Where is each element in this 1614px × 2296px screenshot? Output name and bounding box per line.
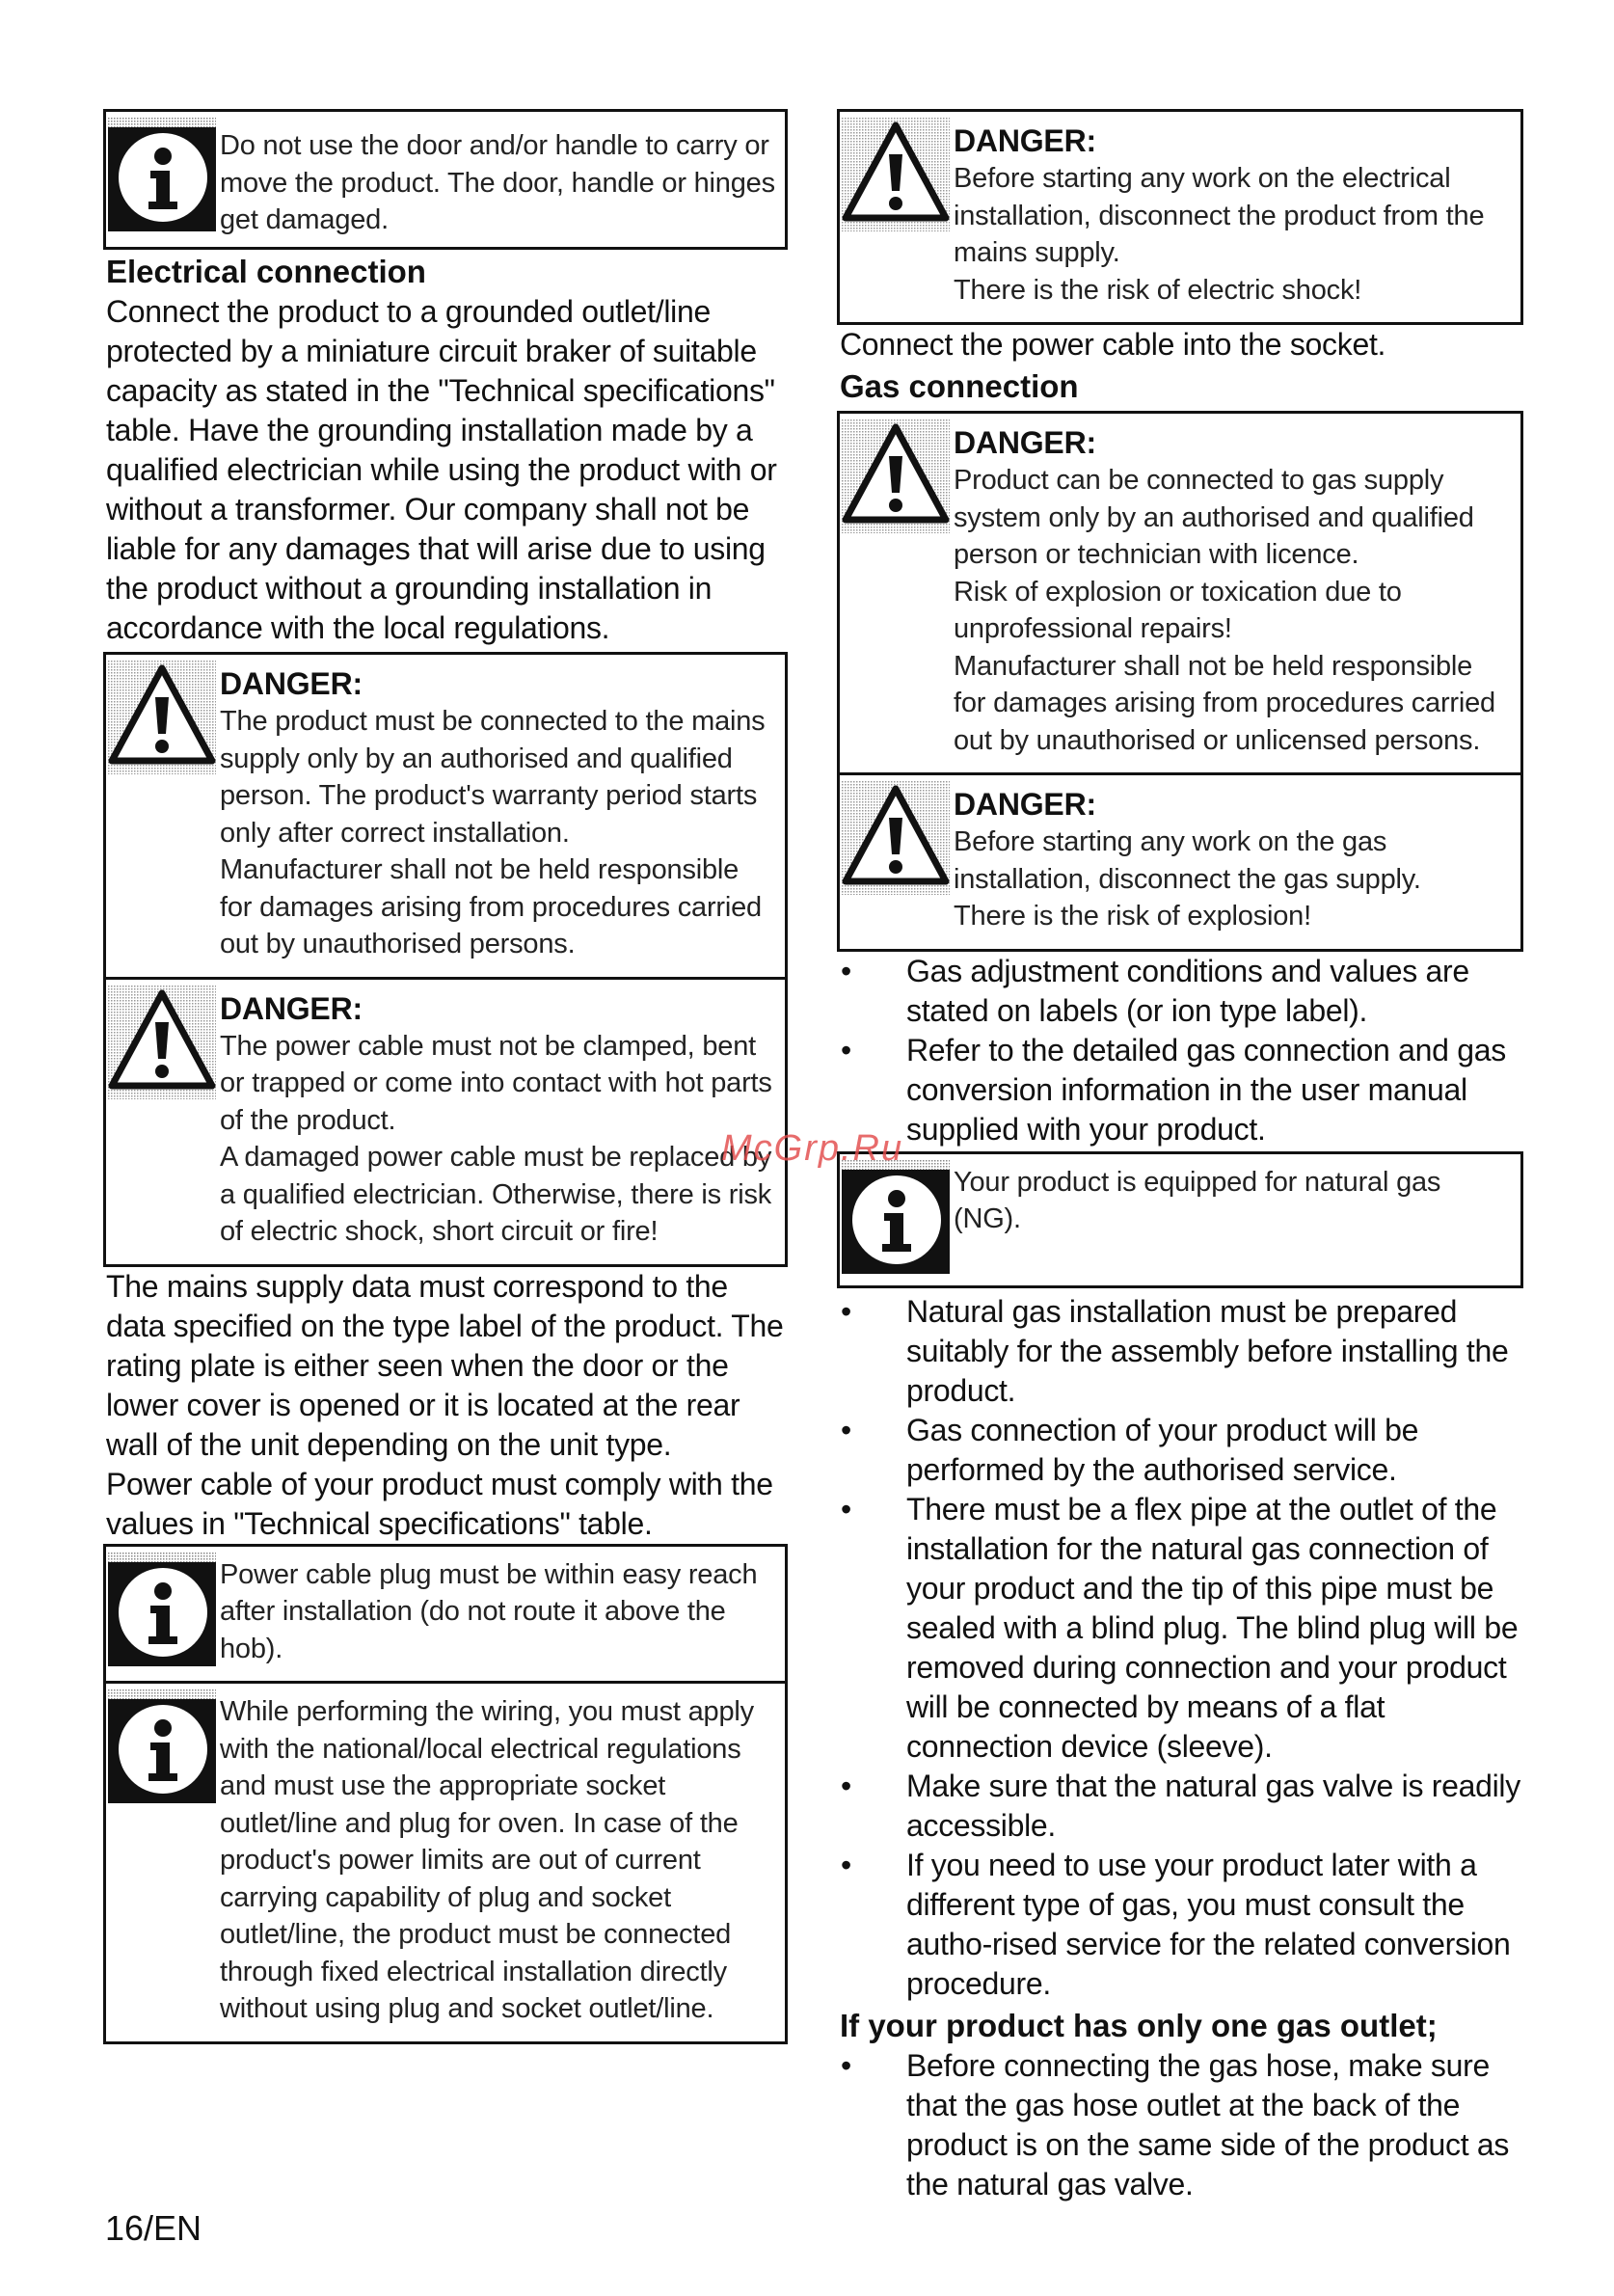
danger-line: Manufacturer shall not be held responsible for damages arising from procedures carried out by unauthorised or unlicensed persons.: [954, 650, 1495, 756]
list-item-text: Natural gas installation must be prepared suitably for the assembly before installing the product.: [906, 1293, 1509, 1408]
bullet-marker: •: [841, 1847, 851, 1882]
danger-line: Product can be connected to gas supply system only by an authorised and qualified person or technician with licence.: [954, 465, 1474, 570]
note-natural-gas-text: Your product is equipped for natural gas (NG).: [954, 1166, 1441, 1234]
single-gas-outlet-heading: If your product has only one gas outlet;: [840, 2007, 1438, 2043]
electrical-connection-paragraph: Connect the product to a grounded outlet/line protected by a miniature circuit braker of suitable capacity as stated in the "Technical specifications" table. Have the grounding installation made by a qualified electrician while using the product with or without a transformer. Our company shall not be liable for any damages that will arise due to using the product without a grounding installation in accordance with the local regulations.: [106, 294, 777, 645]
bullet-marker: •: [841, 1768, 851, 1803]
list-item: [837, 2046, 1523, 2204]
list-item: [837, 1846, 1523, 2004]
danger-line: Risk of explosion or toxication due to unprofessional repairs!: [954, 576, 1402, 644]
list-item-text: Make sure that the natural gas valve is readily accessible.: [906, 1768, 1520, 1843]
warning-icon: [842, 419, 950, 533]
danger-line: There is the risk of electric shock!: [954, 274, 1362, 306]
list-item-text: Gas connection of your product will be performed by the authorised service.: [906, 1412, 1419, 1487]
bullet-marker: •: [841, 953, 851, 988]
list-item-text: Before connecting the gas hose, make sure that the gas hose outlet at the back of the product is on the same side of the product as the natural gas valve.: [906, 2047, 1510, 2201]
warning-icon: [842, 781, 950, 895]
list-item: [837, 952, 1523, 1031]
danger-title: DANGER:: [220, 990, 363, 1026]
bullet-marker: •: [841, 1032, 851, 1067]
danger-box-gas-supply: [837, 411, 1523, 775]
watermark: McGrp.Ru: [721, 1128, 904, 1169]
danger-power-cable-text: [216, 980, 785, 1264]
note-door-text: Do not use the door and/or handle to carry or move the product. The door, handle or hinges get damaged.: [220, 130, 775, 235]
danger-title: DANGER:: [220, 666, 363, 701]
danger-box-electrical-work: [837, 109, 1523, 325]
list-item-text: If you need to use your product later with a different type of gas, you must consult the autho-rised service for the related conversion procedure.: [906, 1847, 1511, 2001]
danger-title: DANGER:: [954, 787, 1096, 822]
note-plug-text: Power cable plug must be within easy reach after installation (do not route it above the hob).: [220, 1558, 758, 1664]
list-item-text: Gas adjustment conditions and values are stated on labels (or ion type label).: [906, 953, 1469, 1028]
note-wiring-text: While performing the wiring, you must apply with the national/local electrical regulations and must use the appropriate socket outlet/line and plug for oven. In case of the product's power limits are out of current carrying capability of plug and socket outlet/line, the product must be connected through fixed electrical installation directly without using plug and socket outlet/line.: [220, 1696, 754, 2024]
danger-line: Manufacturer shall not be held responsible for damages arising from procedures carried out by unauthorised persons.: [220, 854, 762, 959]
info-note-natural-gas: [837, 1151, 1523, 1288]
danger-title: DANGER:: [954, 425, 1096, 460]
power-cable-paragraph: Power cable of your product must comply with the values in "Technical specifications" table.: [106, 1466, 773, 1541]
bullet-marker: •: [841, 1412, 851, 1447]
gas-info-bullets: [837, 952, 1523, 1149]
single-outlet-bullets: [837, 2046, 1523, 2204]
danger-title: DANGER:: [954, 123, 1096, 158]
info-icon: [108, 118, 216, 231]
danger-line: There is the risk of explosion!: [954, 901, 1311, 932]
mains-supply-paragraph: The mains supply data must correspond to the data specified on the type label of the product. The rating plate is either seen when the door or the lower cover is opened or it is located at the rear wall of the unit depending on the unit type.: [106, 1268, 784, 1462]
info-note-wiring: [103, 1684, 788, 2044]
list-item: [837, 1767, 1523, 1846]
page-number: 16/EN: [105, 2208, 202, 2248]
danger-mains-text: [216, 655, 785, 977]
warning-icon: [108, 986, 216, 1099]
list-item-text: Refer to the detailed gas connection and gas conversion information in the user manual supplied with your product.: [906, 1032, 1506, 1147]
natural-gas-bullets: [837, 1292, 1523, 2004]
danger-line: A damaged power cable must be replaced by a qualified electrician. Otherwise, there is risk of electric shock, short circuit or fire!: [220, 1142, 772, 1247]
list-item-text: There must be a flex pipe at the outlet of the installation for the natural gas connection of your product and the tip of this pipe must be sealed with a blind plug. The blind plug will be removed during connection and your product will be connected by means of a flat connection device (sleeve).: [906, 1491, 1519, 1764]
bullet-marker: •: [841, 2047, 851, 2083]
danger-gas-work-text: [950, 775, 1520, 949]
list-item: [837, 1031, 1523, 1149]
list-item: [837, 1411, 1523, 1490]
info-icon: [108, 1689, 216, 1803]
bullet-marker: •: [841, 1491, 851, 1526]
bullet-marker: •: [841, 1293, 851, 1329]
danger-line: Before starting any work on the electrical installation, disconnect the product from the mains supply.: [954, 163, 1485, 268]
gas-connection-heading: Gas connection: [840, 368, 1079, 404]
danger-gas-supply-text: [950, 414, 1520, 772]
right-column: [837, 109, 1523, 2204]
list-item: [837, 1490, 1523, 1767]
power-cable-socket-line: Connect the power cable into the socket.: [840, 327, 1386, 362]
danger-electrical-work-text: [950, 112, 1520, 322]
danger-line: The power cable must not be clamped, bent or trapped or come into contact with hot parts of the product.: [220, 1030, 772, 1136]
list-item: [837, 1292, 1523, 1411]
warning-icon: [842, 118, 950, 231]
info-icon: [108, 1553, 216, 1666]
warning-icon: [108, 661, 216, 774]
info-note-plug: [103, 1544, 788, 1685]
electrical-connection-heading: Electrical connection: [106, 254, 426, 289]
info-icon: [842, 1160, 950, 1274]
danger-line: The product must be connected to the mains supply only by an authorised and qualified person. The product's warranty period starts only after correct installation.: [220, 706, 766, 849]
danger-line: Before starting any work on the gas installation, disconnect the gas supply.: [954, 826, 1421, 895]
danger-box-mains: [103, 652, 788, 980]
left-column: [103, 109, 788, 2044]
danger-box-power-cable: [103, 980, 788, 1267]
info-note-door: [103, 109, 788, 250]
danger-box-gas-work: [837, 775, 1523, 952]
